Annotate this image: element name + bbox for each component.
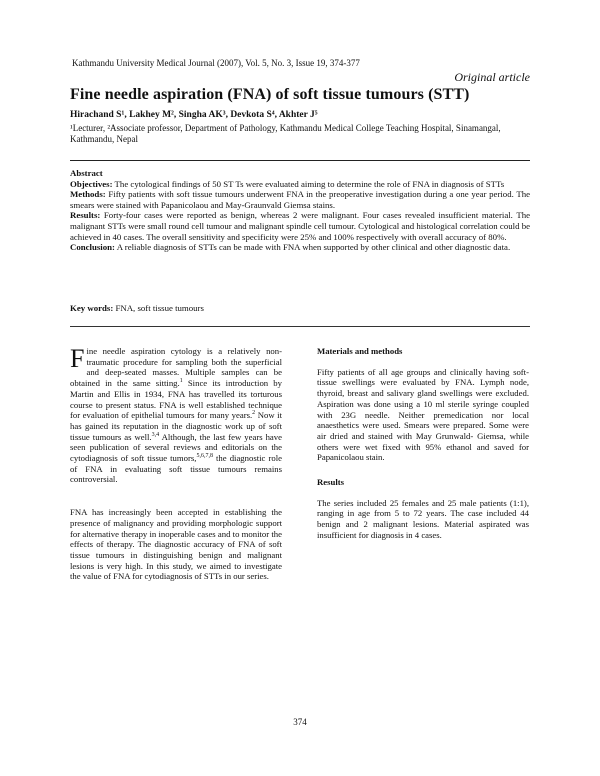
citation-ref: 2 [252, 410, 256, 417]
right-column [317, 346, 529, 551]
intro-text-c: Now it has gained its reputation in the diagnostic work up of soft tissue tumours as well. [70, 410, 282, 442]
keywords-label: Key words: [70, 303, 114, 313]
results-label: Results: [70, 210, 101, 221]
abstract-heading: Abstract [70, 168, 103, 178]
results-heading: Results [317, 477, 345, 488]
left-column [70, 346, 282, 592]
keywords-text: FNA, soft tissue tumours [113, 303, 204, 313]
conclusion-text: A reliable diagnosis of STTs can be made with FNA when supported by other clinical and other diagnostic data. [114, 242, 511, 253]
article-type-label: Original article [454, 70, 530, 84]
methods-paragraph: Fifty patients of all age groups and clinically having soft-tissue swellings were evaluated by FNA. Lymph node, thyroid, breast and salivary gland swellings were excluded. Aspiration was done using a 10 ml sterile syringe coupled with 23G needle. Neither premedication nor local anaesthetics were used. Smears were prepared. Some were air dried and stained with May Grunwald- Giemsa, while others were wet fixed with 95% ethanol and saved for Papanicolaou stain. [317, 366, 529, 463]
citation-ref: 5,6,7,8 [196, 453, 213, 460]
intro-text-b: Since its introduction by Martin and Ellis in 1934, FNA has travelled its torturous course to present status. FNA is well established technique for evaluation of epithelial tumours for many years. [70, 378, 282, 421]
abstract-methods [70, 189, 530, 210]
citation-ref: 1 [179, 378, 183, 385]
abstract-conclusion [70, 242, 530, 253]
abstract-top-rule [70, 160, 530, 161]
intro-text-a: ine needle aspiration cytology is a relatively non-traumatic procedure for sampling both the superficial and deep-seated masses. Multiple samples can be obtained in the same sitting. [70, 346, 282, 389]
abstract-bottom-rule [70, 326, 530, 327]
author-list: Hirachand S¹, Lakhey M², Singha AK³, Devkota S⁴, Akhter J⁵ [70, 110, 318, 120]
methods-label: Methods: [70, 189, 106, 200]
keywords [70, 303, 204, 313]
abstract-objectives [70, 179, 530, 190]
drop-cap: F [70, 344, 85, 373]
affiliation: ¹Lecturer, ²Associate professor, Department of Pathology, Kathmandu Medical College Teaching Hospital, Sinamangal, Kathmandu, Nepal [70, 123, 501, 144]
intro-text-d: Although, the last few years have seen publication of several reviews and editorials on the cytodiagnosis of soft tissue tumors, [70, 431, 282, 464]
results-text: Forty-four cases were reported as benign, whereas 2 were malignant. Four cases revealed insufficient material. The malignant STTs were small round cell tumour and malignant spindle cell tumour. Cytological and histological correlation could be achieved in 40 cases. The overall sensitivity and specificity were 25% and 100% respectively with overall accuracy of 80%. [70, 210, 530, 242]
intro-paragraph-1 [70, 346, 282, 485]
objectives-text: The cytological findings of 50 ST Ts were evaluated aiming to determine the role of FNA in diagnosis of STTs [112, 178, 505, 189]
citation-ref: 3,4 [151, 431, 160, 438]
methods-text: Fifty patients with soft tissue tumours underwent FNA in the preoperative investigation during a one year period. The smears were stained with Papanicolaou and May-Graunvald Giemsa stains. [70, 189, 530, 210]
paper-title: Fine needle aspiration (FNA) of soft tissue tumours (STT) [70, 86, 470, 103]
results-paragraph: The series included 25 females and 25 male patients (1:1), ranging in age from 5 to 72 years. The case included 44 benign and 2 malignant lesions. Material aspirated was insufficient for diagnosis in 4 cases. [317, 497, 529, 540]
page-number: 374 [293, 717, 307, 727]
abstract-results [70, 210, 530, 242]
intro-text-e: the diagnostic role of FNA in evaluating soft tissue tumours remains controversial. [70, 453, 282, 485]
abstract-block [70, 168, 530, 253]
conclusion-label: Conclusion: [70, 242, 115, 253]
journal-citation: Kathmandu University Medical Journal (2007), Vol. 5, No. 3, Issue 19, 374-377 [72, 58, 360, 68]
intro-paragraph-2: FNA has increasingly been accepted in establishing the presence of malignancy and providing morphologic support for alternative therapy in inoperable cases and to monitor the effects of therapy. The diagnostic accuracy of FNA of soft tissue tumours in distinguishing benign and malignant lesions is very high. In this study, we aimed to investigate the value of FNA for cytodiagnosis of STTs in our series. [70, 507, 282, 582]
objectives-label: Objectives: [70, 178, 113, 189]
methods-heading: Materials and methods [317, 346, 403, 356]
